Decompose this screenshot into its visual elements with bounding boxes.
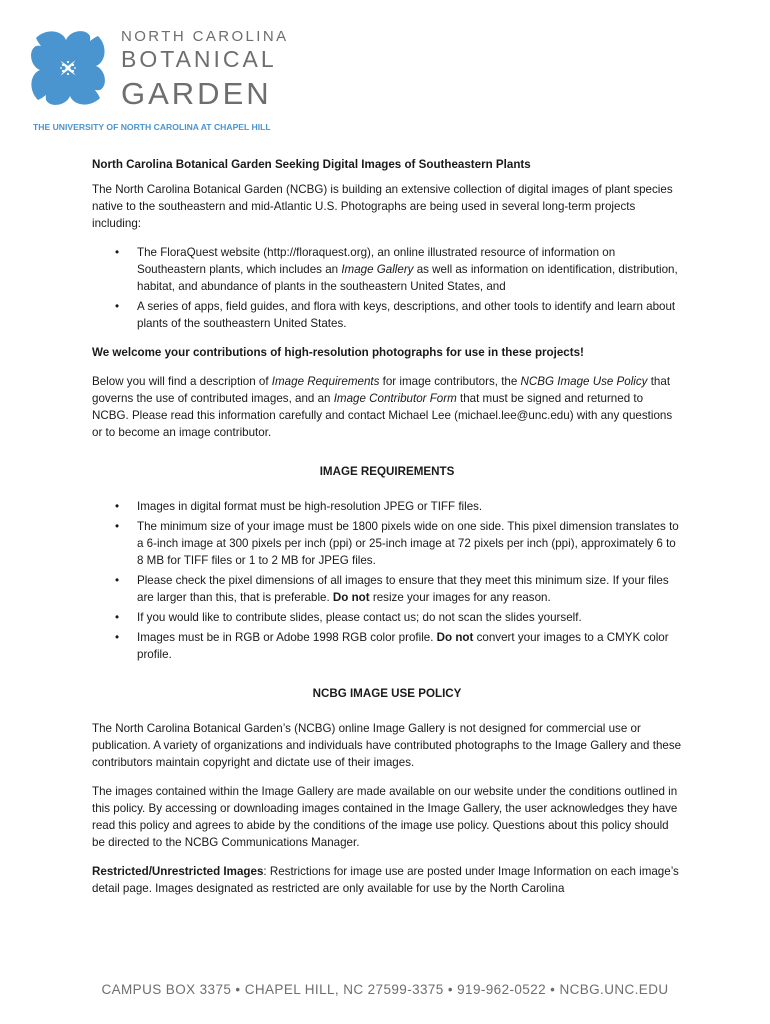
document-body: [92, 156, 682, 909]
list-item: • A series of apps, field guides, and flora with keys, descriptions, and other tools to identify and learn about plants of the southeastern United States.: [115, 300, 676, 330]
dogwood-flower-icon: [28, 28, 108, 108]
bullet-icon: •: [115, 246, 120, 259]
list-item: • If you would like to contribute slides, please contact us; do not scan the slides yourself.: [115, 611, 582, 624]
policy-paragraph: The North Carolina Botanical Garden’s (NCBG) online Image Gallery is not designed for commercial use or publication. A variety of organizations and individuals have contributed photographs to the Image Gallery and these contributors maintain copyright and dictate use of their images.: [92, 722, 682, 769]
welcome-statement: We welcome your contributions of high-resolution photographs for use in these projects!: [92, 346, 584, 359]
ncbg-logo: [28, 28, 289, 134]
list-item: • The minimum size of your image must be 1800 pixels wide on one side. This pixel dimension translates to a 6-inch image at 300 pixels per inch (ppi) or 25-inch image at 72 pixels per inch (ppi), approximately 6 to 8 MB for TIFF files or 1 to 2 MB for JPEG files.: [115, 520, 679, 567]
list-item: • Please check the pixel dimensions of all images to ensure that they meet this minimum size. If your files are larger than this, that is preferable. Do not resize your images for any reason.: [115, 574, 669, 604]
bullet-icon: •: [115, 520, 120, 533]
below-paragraph: Below you will find a description of Image Requirements for image contributors, the NCBG Image Use Policy that governs the use of contributed images, and an Image Contributor Form that must be signed and returned to NCBG. Please read this information carefully and contact Michael Lee (michael.lee@unc.edu) with any questions or to become an image contributor.: [92, 375, 673, 439]
policy-paragraph: The images contained within the Image Gallery are made available on our website under the conditions outlined in this policy. By accessing or downloading images contained in the Image Gallery, the user acknowledges they have read this policy and agrees to abide by the conditions of the image use policy. Questions about this policy should be directed to the NCBG Communications Manager.: [92, 785, 678, 849]
list-item: • The FloraQuest website (http://floraquest.org), an online illustrated resource of information on Southeastern plants, which includes an Image Gallery as well as information on identification, distribution, habitat, and abundance of plants in the southeastern United States, and: [115, 246, 678, 293]
bullet-icon: •: [115, 631, 120, 644]
bullet-icon: •: [115, 300, 120, 313]
bullet-icon: •: [115, 500, 120, 513]
image-requirements-heading: IMAGE REQUIREMENTS: [319, 465, 455, 478]
image-use-policy-heading: NCBG IMAGE USE POLICY: [312, 687, 462, 700]
university-name: THE UNIVERSITY OF NORTH CAROLINA AT CHAPEL HILL: [33, 122, 271, 132]
restricted-paragraph: Restricted/Unrestricted Images: Restrictions for image use are posted under Image Information on each image’s detail page. Images designated as restricted are only available for use by the North Carolina: [92, 865, 679, 895]
requirements-list: [92, 498, 682, 663]
bullet-icon: •: [115, 611, 120, 624]
logo-text-north-carolina: NORTH CAROLINA: [121, 28, 289, 45]
logo-text-garden: GARDEN: [121, 76, 272, 111]
list-item: • Images in digital format must be high-resolution JPEG or TIFF files.: [115, 500, 483, 513]
intro-paragraph: The North Carolina Botanical Garden (NCBG) is building an extensive collection of digital images of plant species native to the southeastern and mid-Atlantic U.S. Photographs are being used in several long-term projects including:: [92, 183, 673, 230]
logo-text-botanical: BOTANICAL: [121, 46, 277, 72]
projects-list: [92, 244, 682, 332]
footer-address: CAMPUS BOX 3375 • CHAPEL HILL, NC 27599-3375 • 919-962-0522 • NCBG.UNC.EDU: [101, 982, 669, 997]
document-title: North Carolina Botanical Garden Seeking Digital Images of Southeastern Plants: [92, 158, 531, 171]
list-item: • Images must be in RGB or Adobe 1998 RGB color profile. Do not convert your images to a CMYK color profile.: [115, 631, 669, 661]
bullet-icon: •: [115, 574, 120, 587]
